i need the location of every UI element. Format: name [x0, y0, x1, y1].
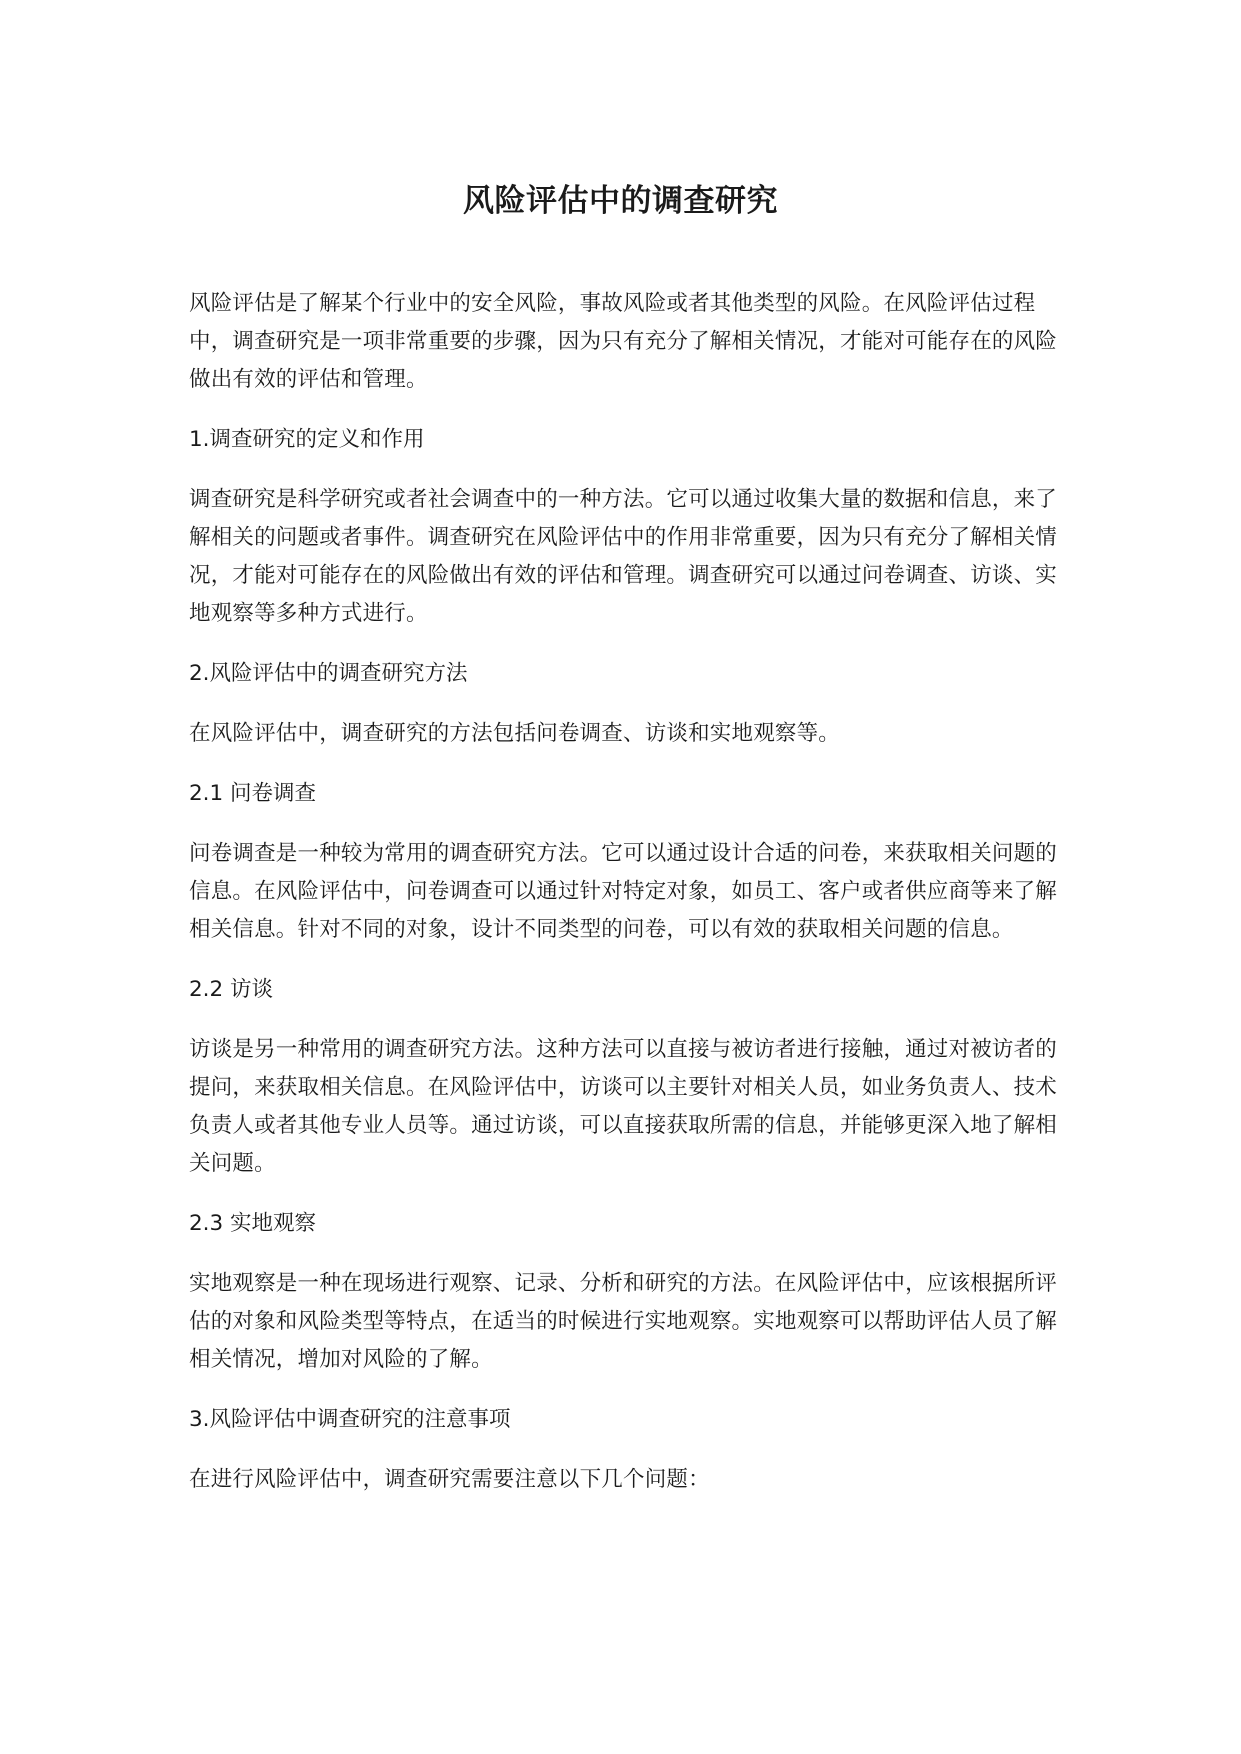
section-heading-1: 1.调查研究的定义和作用	[189, 427, 425, 452]
paragraph-field-observation: 实地观察是一种在现场进行观察、记录、分析和研究的方法。在风险评估中，应该根据所评估的对象和风险类型等特点，在适当的时候进行实地观察。实地观察可以帮助评估人员了解相关情况，增加对风险的了解。	[189, 1271, 1058, 1372]
paragraph-intro: 风险评估是了解某个行业中的安全风险，事故风险或者其他类型的风险。在风险评估过程中，调查研究是一项非常重要的步骤，因为只有充分了解相关情况，才能对可能存在的风险做出有效的评估和管理。	[189, 291, 1058, 392]
paragraph-definition: 调查研究是科学研究或者社会调查中的一种方法。它可以通过收集大量的数据和信息，来了解相关的问题或者事件。调查研究在风险评估中的作用非常重要，因为只有充分了解相关情况，才能对可能存在的风险做出有效的评估和管理。调查研究可以通过问卷调查、访谈、实地观察等多种方式进行。	[189, 487, 1058, 626]
paragraph-interview: 访谈是另一种常用的调查研究方法。这种方法可以直接与被访者进行接触，通过对被访者的提问，来获取相关信息。在风险评估中，访谈可以主要针对相关人员，如业务负责人、技术负责人或者其他专业人员等。通过访谈，可以直接获取所需的信息，并能够更深入地了解相关问题。	[189, 1037, 1058, 1176]
section-heading-2-1: 2.1 问卷调查	[189, 781, 317, 806]
section-heading-2-2: 2.2 访谈	[189, 977, 274, 1002]
paragraph-methods: 在风险评估中，调查研究的方法包括问卷调查、访谈和实地观察等。	[189, 721, 841, 746]
section-heading-3: 3.风险评估中调查研究的注意事项	[189, 1407, 511, 1432]
document-body	[189, 285, 1069, 1521]
paragraph-questionnaire: 问卷调查是一种较为常用的调查研究方法。它可以通过设计合适的问卷，来获取相关问题的信息。在风险评估中，问卷调查可以通过针对特定对象，如员工、客户或者供应商等来了解相关信息。针对不同的对象，设计不同类型的问卷，可以有效的获取相关问题的信息。	[189, 841, 1058, 942]
document-title: 风险评估中的调查研究	[463, 183, 778, 219]
section-heading-2-3: 2.3 实地观察	[189, 1211, 317, 1236]
paragraph-notes: 在进行风险评估中，调查研究需要注意以下几个问题：	[189, 1467, 710, 1492]
section-heading-2: 2.风险评估中的调查研究方法	[189, 661, 468, 686]
